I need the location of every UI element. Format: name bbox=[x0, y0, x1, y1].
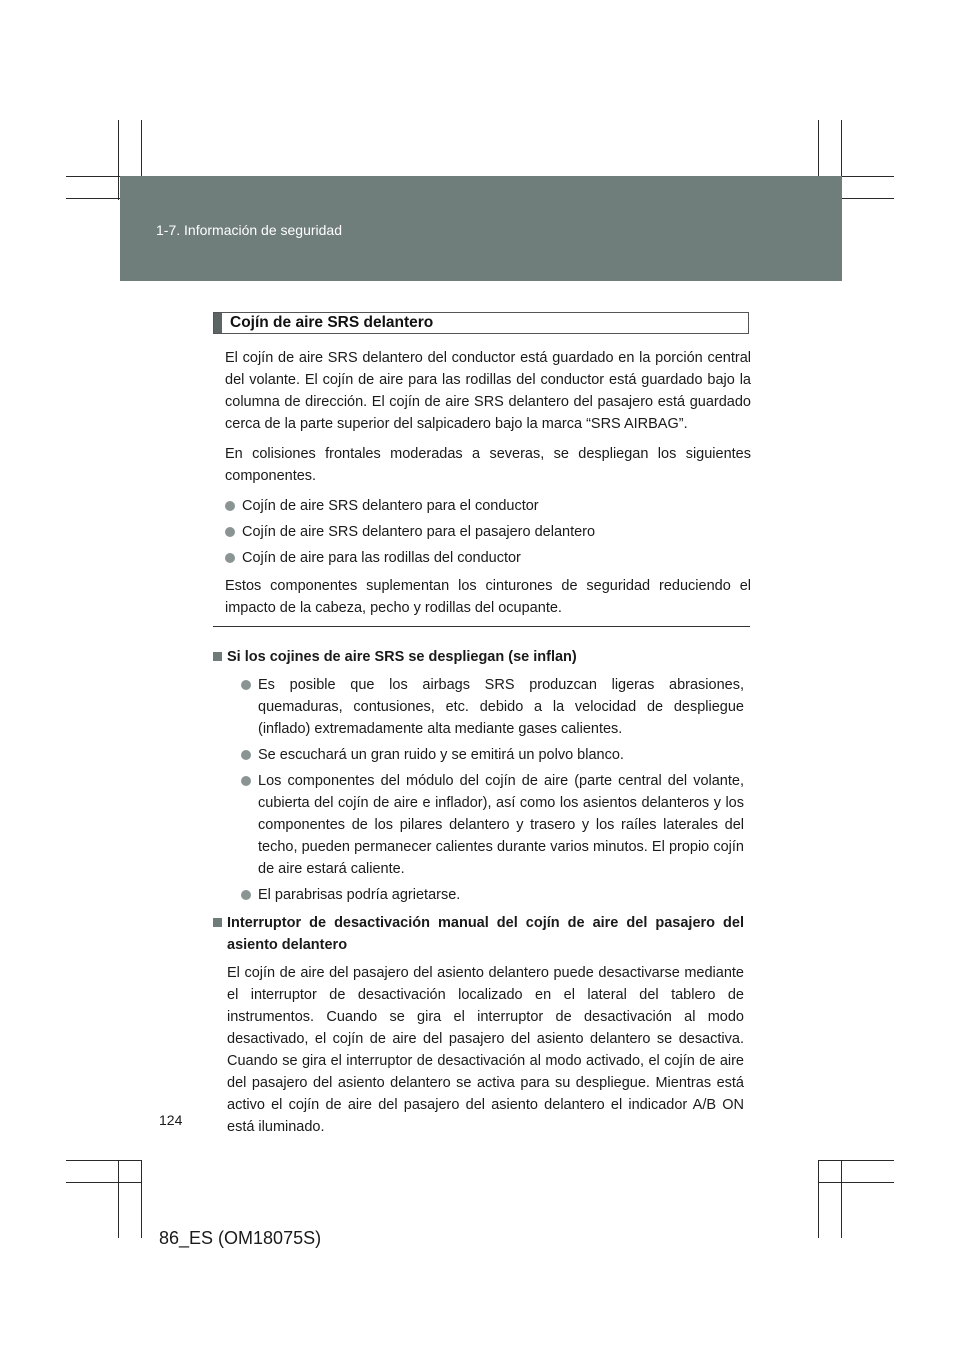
note-heading: Interruptor de desactivación manual del cojín de aire del pasajero del asiento delantero bbox=[213, 912, 744, 956]
divider bbox=[213, 626, 750, 627]
note-paragraph: El cojín de aire del pasajero del asiento delantero puede desactivarse mediante el interruptor de desactivación localizado en el lateral del tablero de instrumentos. Cuando se gira el interruptor de desactivación al modo desactivado, el cojín de aire del pasajero del asiento delantero se desactiva. Cuando se gira el interruptor de desactivación al modo activado, el cojín de aire del pasajero del asiento delantero se activa para su despliegue. Mientras está activo el cojín de aire del pasajero del asiento delantero el indicador A/B ON está iluminado. bbox=[227, 965, 744, 1135]
note-heading: Si los cojines de aire SRS se despliegan (se inflan) bbox=[213, 646, 744, 668]
document-code: 86_ES (OM18075S) bbox=[159, 1228, 322, 1248]
intro-content bbox=[225, 347, 751, 627]
square-bullet-icon bbox=[213, 918, 222, 927]
note-list-item: El parabrisas podría agrietarse. bbox=[241, 884, 744, 906]
heading-accent-bar bbox=[214, 313, 222, 333]
bullet-icon bbox=[241, 750, 251, 760]
square-bullet-icon bbox=[213, 652, 222, 661]
section-title: Cojín de aire SRS delantero bbox=[230, 314, 434, 331]
crop-mark bbox=[66, 1182, 142, 1183]
list-item bbox=[225, 495, 751, 517]
bullet-icon bbox=[241, 680, 251, 690]
crop-mark bbox=[66, 1160, 142, 1161]
header-band bbox=[120, 176, 842, 281]
bullet-icon bbox=[241, 890, 251, 900]
crop-mark bbox=[141, 1160, 142, 1238]
crop-mark bbox=[818, 1160, 894, 1161]
list-item bbox=[225, 521, 751, 543]
crop-mark bbox=[841, 1160, 842, 1238]
note-list-item: Se escuchará un gran ruido y se emitirá un polvo blanco. bbox=[241, 744, 744, 766]
note-list-item: Los componentes del módulo del cojín de aire (parte central del volante, cubierta del cojín de aire e inflador), así como los asientos delanteros y los componentes de los pilares delantero y trasero y los raíles laterales del techo, pueden permanecer calientes durante varios minutos. El propio cojín de aire estará caliente. bbox=[241, 770, 744, 880]
list-item-text: Cojín de aire SRS delantero para el conductor bbox=[242, 498, 539, 514]
list-item bbox=[225, 547, 751, 569]
intro-paragraph: En colisiones frontales moderadas a severas, se despliegan los siguientes componentes. bbox=[225, 446, 751, 484]
note-list-item: Es posible que los airbags SRS produzcan ligeras abrasiones, quemaduras, contusiones, etc. debido a la velocidad de despliegue (inflado) extremadamente alta mediante gases calientes. bbox=[241, 674, 744, 740]
list-item-text: Cojín de aire SRS delantero para el pasajero delantero bbox=[242, 524, 596, 540]
bullet-icon bbox=[225, 501, 235, 511]
intro-paragraph: El cojín de aire SRS delantero del conductor está guardado en la porción central del volante. El cojín de aire para las rodillas del conductor está guardado bajo la columna de dirección. El cojín de aire SRS delantero del pasajero está guardado cerca de la parte superior del salpicadero bajo la marca “SRS AIRBAG”. bbox=[225, 350, 751, 432]
notes-section bbox=[213, 646, 744, 1138]
page-number: 124 bbox=[159, 1112, 183, 1128]
crop-mark bbox=[118, 1160, 119, 1238]
bullet-icon bbox=[225, 553, 235, 563]
section-heading bbox=[213, 312, 749, 334]
section-label: 1-7. Información de seguridad bbox=[156, 222, 342, 238]
list-item-text: Cojín de aire para las rodillas del conductor bbox=[242, 550, 521, 566]
crop-mark bbox=[118, 120, 119, 200]
crop-mark bbox=[818, 1160, 819, 1238]
intro-paragraph: Estos componentes suplementan los cinturones de seguridad reduciendo el impacto de la cabeza, pecho y rodillas del ocupante. bbox=[225, 578, 751, 616]
crop-mark bbox=[818, 1182, 894, 1183]
bullet-icon bbox=[241, 776, 251, 786]
bullet-icon bbox=[225, 527, 235, 537]
